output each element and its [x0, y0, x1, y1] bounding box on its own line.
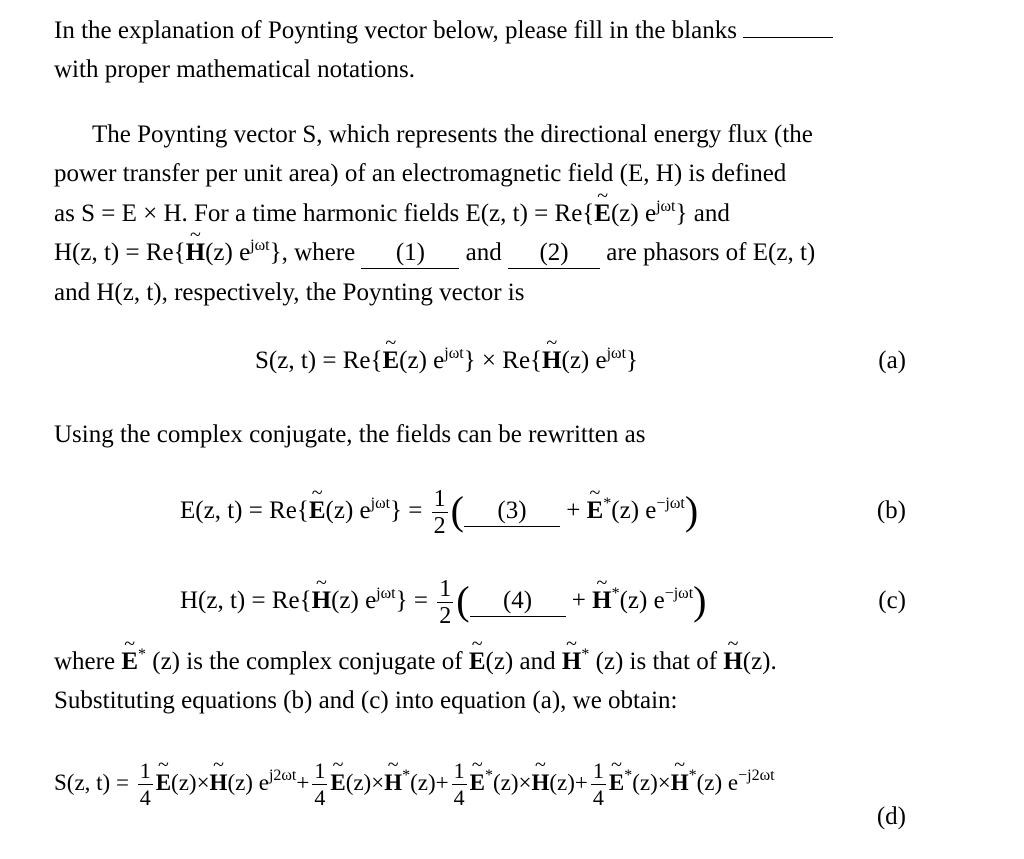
half-fraction: $\frac{1}{2}$	[433, 486, 446, 539]
para1-line-5: and H(z, t), respectively, the Poynting vector is	[54, 279, 525, 306]
equation-a-label: (a)	[878, 347, 906, 374]
blank-4[interactable]: (4)	[470, 586, 566, 617]
blank-2[interactable]: (2)	[508, 238, 600, 269]
equation-b: E(z, t) = Re{~ E(z) $e^{j\omega t}$} = $\frac{1}{2}$ ( (3) + ~ E*(z) $e^{-j\omega t}$)	[180, 486, 698, 539]
equation-c-label: (c)	[878, 587, 906, 614]
instruction-line-1	[54, 16, 833, 46]
equation-a: S(z, t) = Re{~ E(z) $e^{j\omega t}$} × Re{~ H(z) $e^{j\omega t}$}	[255, 346, 638, 376]
para1-line-2: power transfer per unit area) of an electromagnetic field (E, H) is defined	[54, 160, 787, 187]
para2-line: Using the complex conjugate, the fields can be rewritten as	[54, 421, 646, 448]
para1-line-3: as S = E × H. For a time harmonic fields E(z, t) = Re{~ E(z) $e^{j\omega t}$} and	[54, 199, 730, 229]
equation-d-label: (d)	[876, 803, 906, 830]
instruction-text: In the explanation of Poynting vector below, please fill in the blanks	[54, 17, 737, 44]
para1-line-4: H(z, t) = Re{~ H(z) $e^{j\omega t}$}, where (1) and (2) are phasors of E(z, t)	[54, 238, 815, 269]
para1-line-1: The Poynting vector S, which represents the directional energy flux (the	[92, 121, 813, 148]
equation-b-label: (b)	[876, 497, 906, 524]
instruction-line-2: with proper mathematical notations.	[54, 56, 416, 83]
instruction-blank-line	[743, 19, 833, 38]
equation-c: H(z, t) = Re{~ H(z) $e^{j\omega t}$} = $\frac{1}{2}$ ( (4) + ~ H*(z) $e^{-j\omega t}$)	[180, 576, 706, 629]
e-tilde: ~ E	[594, 199, 611, 229]
blank-3[interactable]: (3)	[464, 496, 560, 527]
half-fraction: $\frac{1}{2}$	[439, 576, 452, 629]
para3-line-1: where ~ E* (z) is the complex conjugate of ~ E(z) and ~ H* (z) is that of ~ H(z).	[54, 647, 777, 677]
h-tilde: ~ H	[186, 238, 205, 268]
equation-d: S(z, t) = $\frac{1}{4}$ ~ E(z)×~ H(z) $e^{j2\omega t}+$ $\frac{1}{4}$ ~ E(z)×~ H*(z)+ $\frac{1}{4}$ ~ E*(z)×~ H(z)+ $\frac{1}{4}$ ~ E*(z)×~ H*(z) $e^{-j2\omega t}$	[54, 758, 775, 811]
para3-line-2: Substituting equations (b) and (c) into equation (a), we obtain:	[54, 687, 678, 714]
blank-1[interactable]: (1)	[361, 238, 459, 269]
